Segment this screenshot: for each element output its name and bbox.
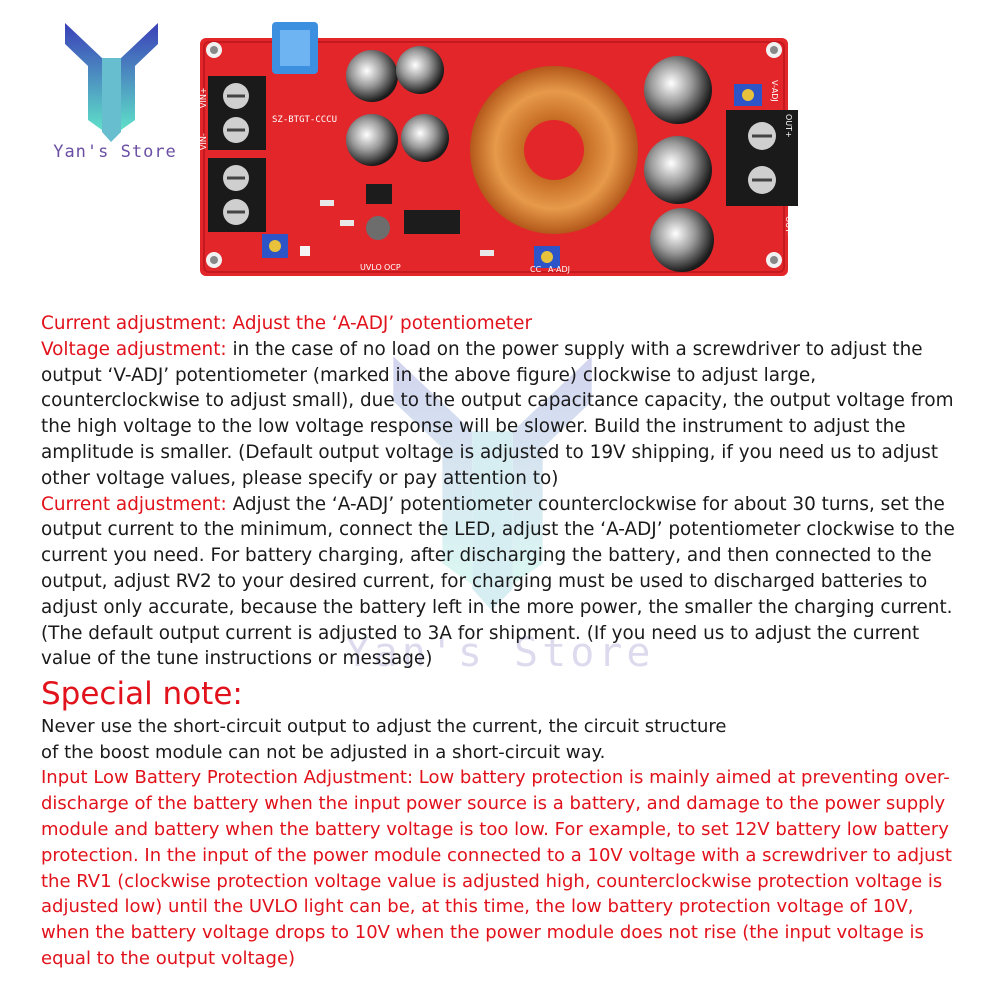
boost-module-board-image — [200, 20, 800, 282]
board-label-vin-minus: VIN- — [199, 133, 208, 150]
board-label-out-minus: OUT- — [784, 216, 793, 236]
board-label-a-adj: A-ADJ — [548, 265, 570, 274]
special-note-line-1: Never use the short-circuit output to adjust the current, the circuit structure — [41, 716, 727, 738]
board-label-ocp: OCP — [384, 263, 401, 272]
board-label-v-adj: V-ADJ — [770, 80, 779, 102]
voltage-adjustment-body: in the case of no load on the power supply with a screwdriver to adjust the output ‘V-ADJ’ potentiometer (marked in the above figure) clockwise to adjust large, counterclockwise to adjust small), due to the output capacitance capacity, the output voltage from the high voltage to the low voltage response will be slower. Build the instrument to adjust the amplitude is smaller. (Default output voltage is adjusted to 19V shipping, if you need us to adjust other voltage values, please specify or pay attention to) — [41, 338, 954, 489]
board-label-vin-plus: VIN+ — [199, 87, 208, 108]
current-adjustment-heading: Current adjustment: Adjust the ‘A-ADJ’ potentiometer — [41, 313, 533, 334]
instructions-content — [41, 311, 966, 972]
board-label-model: SZ-BTGT-CCCU — [272, 115, 338, 125]
current-adjustment-label: Current adjustment: — [41, 493, 227, 515]
current-adjustment-paragraph — [41, 492, 966, 673]
voltage-adjustment-paragraph — [41, 337, 966, 492]
low-battery-protection-paragraph: Input Low Battery Protection Adjustment: Low battery protection is mainly aimed at preventing over-discharge of the battery when the input power source is a battery, and damage to the power supply module and battery when the battery voltage is too low. For example, to set 12V battery low battery protection. In the input of the power module connected to a 10V voltage with a screwdriver to adjust the RV1 (clockwise protection voltage value is adjusted high, counterclockwise protection voltage is adjusted low) until the UVLO light can be, at this time, the low battery protection voltage of 10V, when the battery voltage drops to 10V when the power module does not rise (the input voltage is equal to the output voltage) — [41, 767, 952, 969]
board-label-uvlo: UVLO — [360, 263, 382, 272]
store-logo-text: Yan's Store — [53, 142, 177, 162]
board-label-out-plus: OUT+ — [784, 114, 793, 138]
voltage-adjustment-label: Voltage adjustment: — [41, 338, 227, 360]
watermark-text: Yan's Store — [345, 630, 655, 676]
special-note-line-2: of the boost module can not be adjusted in a short-circuit way. — [41, 741, 606, 763]
current-adjustment-body: Adjust the ‘A-ADJ’ potentiometer counterclockwise for about 30 turns, set the output current to the minimum, connect the LED, adjust the ‘A-ADJ’ potentiometer clockwise to the current you need. For battery charging, after discharging the battery, and then connected to the output, adjust RV2 to your desired current, for charging must be used to discharged batteries to adjust only accurate, because the battery left in the more power, the smaller the charging current. (The default output current is adjusted to 3A for shipment. (If you need us to adjust the current value of the tune instructions or message) — [41, 493, 955, 670]
special-note-heading: Special note: — [41, 676, 243, 713]
board-label-cc: CC — [530, 265, 542, 274]
